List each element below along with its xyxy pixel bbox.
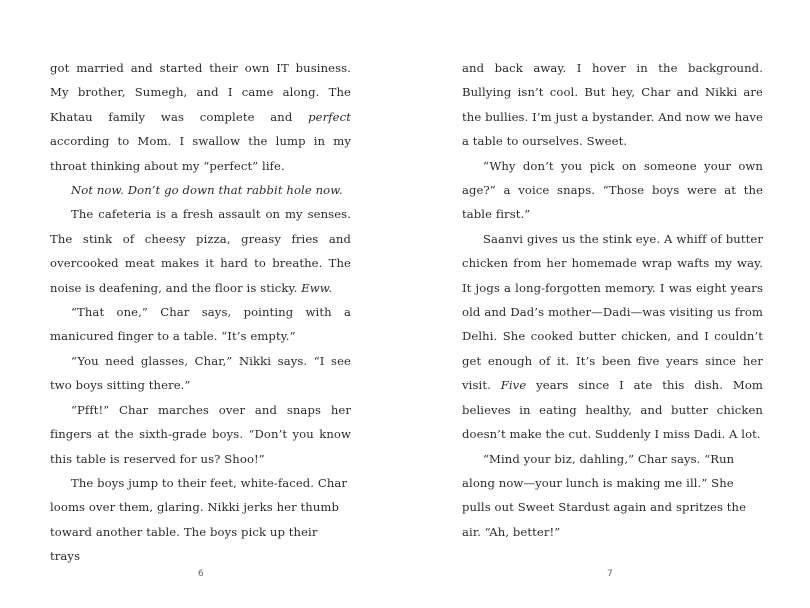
text-run: “Why don’t you pick on someone your own age?” a voice snaps. “Those boys were at the table first.” xyxy=(462,158,763,222)
text-run: The boys jump to their feet, white-faced. Char looms over them, glaring. Nikki jerks her thumb toward another table. The boys pick up their trays xyxy=(50,475,348,564)
text-run: years since I ate this dish. Mom believes in eating healthy, and butter chicken doesn’t make the cut. Suddenly I miss Dadi. A lot. xyxy=(462,378,763,442)
italic-text: Five xyxy=(500,378,527,393)
paragraph xyxy=(50,300,351,349)
paragraph xyxy=(462,154,763,227)
text-run: “You need glasses, Char,” Nikki says. “I see two boys sitting there.” xyxy=(50,353,351,393)
paragraph xyxy=(462,56,763,154)
text-run: according to Mom. I swallow the lump in my throat thinking about my “perfect” life. xyxy=(50,134,351,173)
italic-text: Eww. xyxy=(301,280,333,295)
left-page-number: 6 xyxy=(198,569,204,579)
paragraph xyxy=(50,349,351,398)
right-page-number: 7 xyxy=(607,569,613,579)
paragraph xyxy=(462,447,763,545)
left-page-body xyxy=(50,56,351,569)
italic-text: perfect xyxy=(308,109,351,124)
paragraph xyxy=(50,202,351,300)
paragraph xyxy=(50,178,351,202)
paragraph xyxy=(50,398,351,471)
paragraph xyxy=(50,471,351,569)
text-run: Saanvi gives us the stink eye. A whiff of butter chicken from her homemade wrap wafts my way. It jogs a long-forgotten memory. I was eight years old and Dad’s mother—Dadi—was visiting us from Delhi. She cooked butter chicken, and I couldn’t get enough of it. It’s been five years since her visit. xyxy=(462,231,763,393)
text-run: “That one,” Char says, pointing with a manicured finger to a table. “It’s empty.” xyxy=(50,305,351,344)
right-page-body xyxy=(462,56,763,544)
right-page xyxy=(405,0,810,608)
italic-text: Not now. Don’t go down that rabbit hole now. xyxy=(71,183,343,198)
text-run: “Pfft!” Char marches over and snaps her fingers at the sixth-grade boys. “Don’t you know this table is reserved for us? Shoo!” xyxy=(50,402,351,466)
paragraph xyxy=(50,56,351,178)
text-run: and back away. I hover in the background. Bullying isn’t cool. But hey, Char and Nikki are the bullies. I’m just a bystander. And now we have a table to ourselves. Sweet. xyxy=(462,61,763,149)
text-run: The cafeteria is a fresh assault on my senses. The stink of cheesy pizza, greasy fries and overcooked meat makes it hard to breathe. The noise is deafening, and the floor is sticky. xyxy=(50,207,351,295)
text-run: got married and started their own IT business. My brother, Sumegh, and I came along. The Khatau family was complete and xyxy=(50,61,351,124)
text-run: “Mind your biz, dahling,” Char says. “Run along now—your lunch is making me ill.” She pulls out Sweet Stardust again and spritzes the air. “Ah, better!” xyxy=(462,451,747,539)
paragraph xyxy=(462,227,763,447)
